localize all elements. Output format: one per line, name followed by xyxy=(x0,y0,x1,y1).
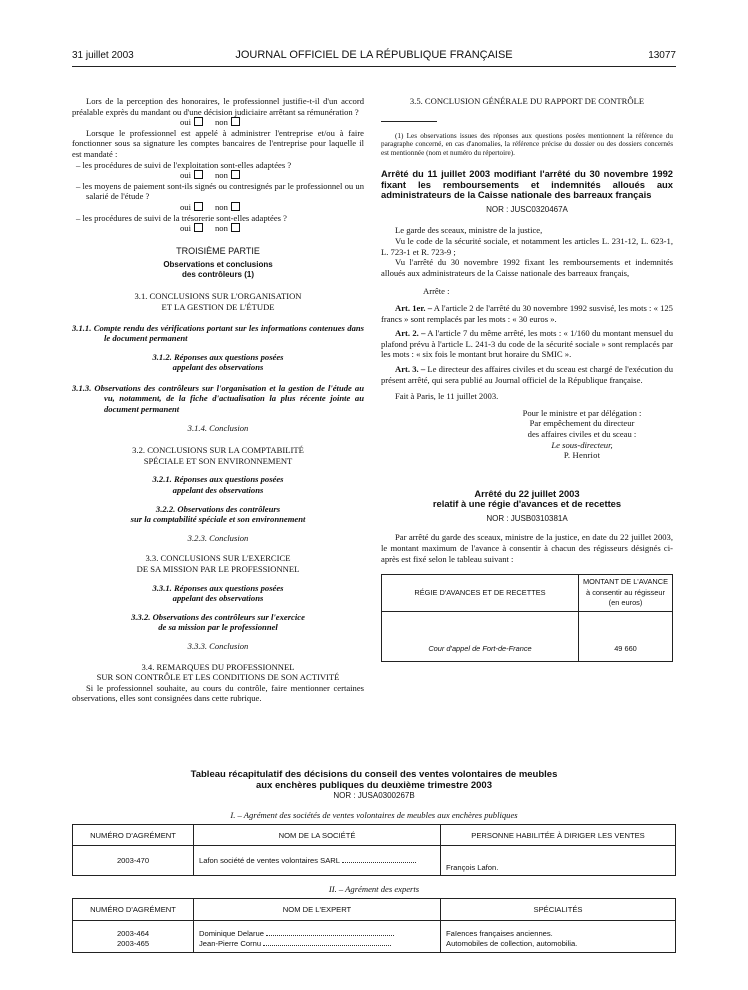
section-3-5: 3.5. CONCLUSION GÉNÉRALE DU RAPPORT DE CONTRÔLE xyxy=(409,96,645,106)
page-number: 13077 xyxy=(648,50,676,61)
section-3-3-1: 3.3.1. Réponses aux questions posées appelant des observations xyxy=(152,582,284,604)
checkbox-oui[interactable] xyxy=(194,202,203,211)
column-header: SPÉCIALITÉS xyxy=(441,899,676,921)
table-cell: Faïences françaises anciennes. Automobiles de collection, automobilia. xyxy=(441,921,676,953)
table-cell: 2003-470 xyxy=(73,846,194,876)
table-cell: Cour d'appel de Fort-de-France xyxy=(382,611,579,661)
arrete-2-title: Arrêté du 22 juillet 2003 relatif à une régie d'avances et de recettes xyxy=(432,487,622,510)
table-header-row xyxy=(73,899,676,921)
section-3-3-2: 3.3.2. Observations des contrôleurs sur l'exercice de sa mission par le professionnel xyxy=(131,611,305,633)
subheading-societes: I. – Agrément des sociétés de ventes volontaires de meubles aux enchères publiques xyxy=(230,810,518,820)
table-header-row xyxy=(382,575,673,612)
section-3-2-1: 3.2.1. Réponses aux questions posées appelant des observations xyxy=(152,474,284,496)
column-header: MONTANT DE L'AVANCE à consentir au régisseur (en euros) xyxy=(579,575,673,612)
answer-row: oui non xyxy=(72,117,364,128)
answer-row: oui non xyxy=(72,223,364,234)
header-date: 31 juillet 2003 xyxy=(72,50,134,61)
societes-table xyxy=(72,824,676,876)
journal-title: JOURNAL OFFICIEL DE LA RÉPUBLIQUE FRANÇAISE xyxy=(235,49,513,61)
table-cell: Dominique Delarue Jean-Pierre Cornu xyxy=(194,921,441,953)
checkbox-oui[interactable] xyxy=(194,170,203,179)
subheading-experts: II. – Agrément des experts xyxy=(328,884,420,894)
arrete-2-nor: NOR : JUSB0310381A xyxy=(486,513,568,523)
experts-table xyxy=(72,898,676,953)
page-header xyxy=(72,48,676,67)
section-3-1-2: 3.1.2. Réponses aux questions posées appelant des observations xyxy=(152,351,284,373)
section-3-2-3: 3.2.3. Conclusion xyxy=(187,532,249,543)
question-paiement: – les moyens de paiement sont-ils signés ou contresignés par le professionnel ou un salarié de l'étude ? xyxy=(76,180,364,202)
arrete-1-preamble: Le garde des sceaux, ministre de la justice, xyxy=(395,225,543,236)
checkbox-non[interactable] xyxy=(231,117,240,126)
column-header: NOM DE LA SOCIÉTÉ xyxy=(194,825,441,846)
arrete-1-article-1: Art. 1er. – A l'article 2 de l'arrêté du 30 novembre 1992 susvisé, les mots : « 125 francs » sont remplacés par les mots : « 30 euros ». xyxy=(381,303,673,324)
table-cell: François Lafon. xyxy=(441,846,676,876)
right-column xyxy=(381,96,673,662)
paragraph-remarques: Si le professionnel souhaite, au cours du contrôle, faire mentionner certaines observations, elles sont consignées dans cette rubrique. xyxy=(72,682,364,704)
table-cell: 49 660 xyxy=(579,611,673,661)
column-header: RÉGIE D'AVANCES ET DE RECETTES xyxy=(382,575,579,612)
checkbox-oui[interactable] xyxy=(194,117,203,126)
arrete-1-nor: NOR : JUSC0320467A xyxy=(486,204,568,214)
regie-table xyxy=(381,574,673,662)
table-header-row xyxy=(73,825,676,846)
arrete-1-date: Fait à Paris, le 11 juillet 2003. xyxy=(395,391,499,402)
arrete-2-text: Par arrêté du garde des sceaux, ministre de la justice, en date du 22 juillet 2003, le montant maximum de l'avance à consentir à chacun des régisseurs désignés ci-après est fixé selon le tableau suivant : xyxy=(381,532,673,564)
arrete-1-article-2: Art. 2. – A l'article 7 du même arrêté, les mots : « 1/160 du montant mensuel du plafond prévu à l'article L. 241-3 du code de la sécurité sociale » sont remplacés par les mots : « six fois le montant brut horaire du SMIC ». xyxy=(381,328,673,360)
checkbox-non[interactable] xyxy=(231,223,240,232)
question-exploitation: – les procédures de suivi de l'exploitation sont-elles adaptées ? xyxy=(76,159,292,170)
answer-row: oui non xyxy=(72,170,364,181)
arrete-1-vu-code: Vu le code de la sécurité sociale, et notamment les articles L. 231-12, L. 623-1, L. 723-1 et R. 723-9 ; xyxy=(381,236,673,257)
part-heading: TROISIÈME PARTIE xyxy=(176,245,260,256)
section-3-1-4: 3.1.4. Conclusion xyxy=(187,422,249,433)
column-header: NUMÉRO D'AGRÉMENT xyxy=(73,825,194,846)
arrete-1-article-3: Art. 3. – Le directeur des affaires civiles et du sceau est chargé de l'exécution du présent arrêté, qui sera publié au Journal officiel de la République française. xyxy=(381,364,674,385)
ventes-title: Tableau récapitulatif des décisions du conseil des ventes volontaires de meubles aux enchères publiques du deuxième trimestre 2003 xyxy=(190,769,558,791)
column-header: NUMÉRO D'AGRÉMENT xyxy=(73,899,194,921)
table-row xyxy=(73,921,676,953)
observations-title: Observations et conclusions des contrôleurs (1) xyxy=(163,260,273,279)
table-row xyxy=(382,611,673,661)
footnote: (1) Les observations issues des réponses aux questions posées mentionnent la référence du paragraphe concerné, en cas d'anomalies, la référence précise du dossier ou des dossiers concernés est mentionnée (nom et numéro du répertoire). xyxy=(381,131,673,157)
section-3-2: 3.2. CONCLUSIONS SUR LA COMPTABILITÉ SPÉCIALE ET SON ENVIRONNEMENT xyxy=(132,445,304,466)
checkbox-non[interactable] xyxy=(231,202,240,211)
table-cell: Lafon société de ventes volontaires SARL xyxy=(194,846,441,876)
table-cell: 2003-464 2003-465 xyxy=(73,921,194,953)
table-row xyxy=(73,846,676,876)
section-3-1-3: 3.1.3. Observations des contrôleurs sur l'organisation et la gestion de l'étude au vu, notamment, de la fiche d'actualisation la plus récente jointe au document permanent xyxy=(72,382,364,415)
footnote-rule xyxy=(381,121,437,122)
arrete-1-vu-arrete: Vu l'arrêté du 30 novembre 1992 fixant les remboursements et indemnités alloués aux administrateurs de la Caisse nationale des barreaux français, xyxy=(381,257,673,278)
column-header: PERSONNE HABILITÉE À DIRIGER LES VENTES xyxy=(441,825,676,846)
section-3-3: 3.3. CONCLUSIONS SUR L'EXERCICE DE SA MISSION PAR LE PROFESSIONNEL xyxy=(136,553,300,574)
section-3-4: 3.4. REMARQUES DU PROFESSIONNEL SUR SON CONTRÔLE ET LES CONDITIONS DE SON ACTIVITÉ xyxy=(96,661,340,683)
ventes-section xyxy=(72,770,676,953)
paragraph-honoraires: Lors de la perception des honoraires, le professionnel justifie-t-il d'un accord préalable exprès du mandant ou d'une décision judiciaire arrêtant sa rémunération ? xyxy=(72,96,364,117)
section-3-3-3: 3.3.3. Conclusion xyxy=(187,640,249,651)
question-tresorerie: – les procédures de suivi de la trésorerie sont-elles adaptées ? xyxy=(76,212,287,223)
answer-row: oui non xyxy=(72,202,364,213)
checkbox-non[interactable] xyxy=(231,170,240,179)
checkbox-oui[interactable] xyxy=(194,223,203,232)
ventes-nor: NOR : JUSA0300267B xyxy=(333,791,415,800)
arrete-1-arrete: Arrête : xyxy=(423,286,450,297)
paragraph-administrer: Lorsque le professionnel est appelé à administrer l'entreprise et/ou à faire fonctionner sous sa signature les comptes bancaires de l'entreprise pour laquelle il est mandaté : xyxy=(72,127,364,159)
section-3-2-2: 3.2.2. Observations des contrôleurs sur la comptabilité spéciale et son environnement xyxy=(130,503,306,525)
arrete-1-signature: Pour le ministre et par délégation : Par empêchement du directeur des affaires civiles et du sceau : Le sous-directeur, P. Henriot xyxy=(522,407,642,461)
left-column xyxy=(72,96,364,704)
section-3-1-1: 3.1.1. Compte rendu des vérifications portant sur les informations contenues dans le document permanent xyxy=(72,322,364,344)
arrete-1-title: Arrêté du 11 juillet 2003 modifiant l'arrêté du 30 novembre 1992 fixant les remboursements et indemnités alloués aux administrateurs de la Caisse nationale des barreaux français xyxy=(381,168,673,201)
column-header: NOM DE L'EXPERT xyxy=(194,899,441,921)
section-3-1: 3.1. CONCLUSIONS SUR L'ORGANISATION ET LA GESTION DE L'ÉTUDE xyxy=(134,291,302,312)
